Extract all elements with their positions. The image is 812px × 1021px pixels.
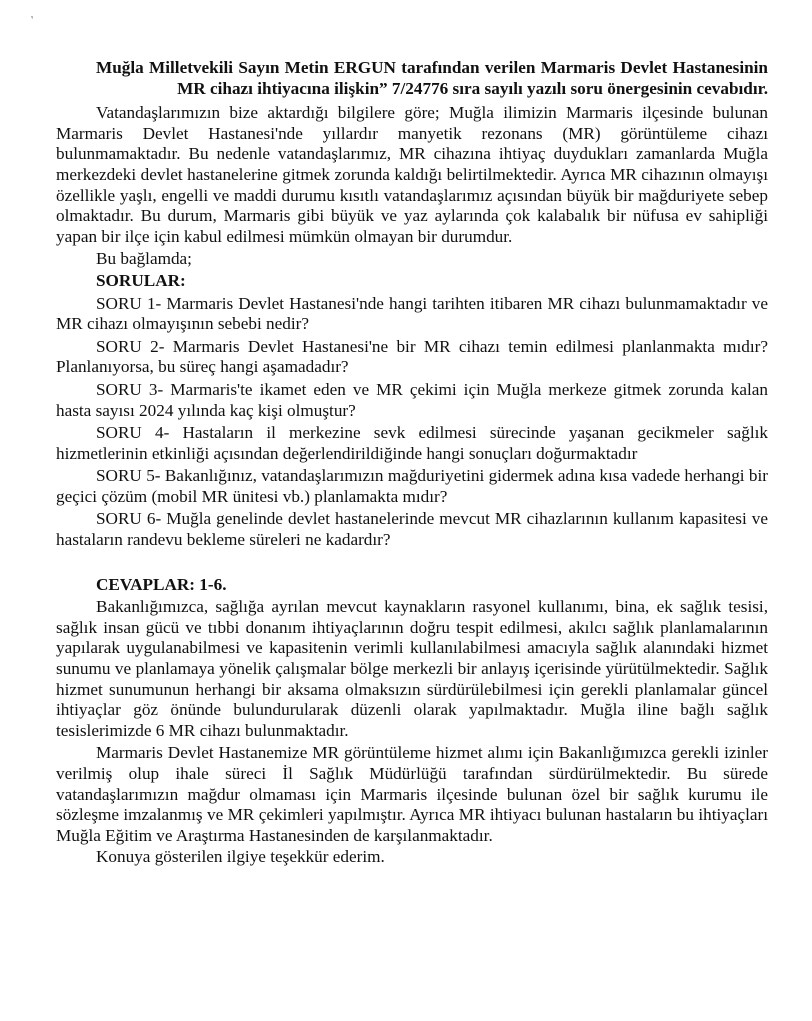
question-3: SORU 3- Marmaris'te ikamet eden ve MR çekimi için Muğla merkeze gitmek zorunda kalan hasta sayısı 2024 yılında kaç kişi olmuştur? xyxy=(56,379,768,420)
document-header: Muğla Milletvekili Sayın Metin ERGUN tarafından verilen Marmaris Devlet Hastanesinin MR cihazı ihtiyacına ilişkin” 7/24776 sıra sayılı yazılı soru önergesinin cevabıdır. xyxy=(96,58,768,98)
questions-heading: SORULAR: xyxy=(96,270,186,290)
closing-text: Konuya gösterilen ilgiye teşekkür ederim. xyxy=(96,847,385,867)
document-body xyxy=(56,58,768,868)
answers-heading: CEVAPLAR: 1-6. xyxy=(96,574,227,594)
question-1: SORU 1- Marmaris Devlet Hastanesi'nde hangi tarihten itibaren MR cihazı bulunmamaktadır ve MR cihazı olmayışının sebebi nedir? xyxy=(56,293,768,334)
answer-paragraph-2: Marmaris Devlet Hastanemize MR görüntüleme hizmet alımı için Bakanlığımızca gerekli izinler verilmiş olup ihale süreci İl Sağlık Müdürlüğü tarafından sürdürülmektedir. Bu sürede vatandaşlarımızın mağdur olmaması için Marmaris ilçesinde bulunan özel bir sağlık kurumu ile sözleşme imzalanmış ve MR çekimleri yapılmıştır. Ayrıca MR ihtiyacı bulunan hastaların bu ihtiyaçları Muğla Eğitim ve Araştırma Hastanesinden de karşılanmaktadır. xyxy=(56,743,768,845)
intro-paragraph: Vatandaşlarımızın bize aktardığı bilgilere göre; Muğla ilimizin Marmaris ilçesinde bulunan Marmaris Devlet Hastanesi'nde yıllardır manyetik rezonans (MR) görüntüleme cihazı bulunmamaktadır. Bu nedenle vatandaşlarımız, MR cihazına ihtiyaç duydukları zamanlarda Muğla merkezdeki devlet hastanelerine gitmek zorunda kaldığı belirtilmektedir. Ayrıca MR cihazının olmayışı özellikle yaşlı, engelli ve maddi durumu kısıtlı vatandaşlarımız açısından büyük bir mağduriyete sebep olmaktadır. Bu durum, Marmaris gibi büyük ve yaz aylarında çok kalabalık bir nüfusa ev sahipliği yapan bir ilçe için kabul edilmesi mümkün olmayan bir durumdur. xyxy=(56,103,768,246)
scan-mark: ʹ xyxy=(30,13,37,27)
question-4: SORU 4- Hastaların il merkezine sevk edilmesi sürecinde yaşanan gecikmeler sağlık hizmetlerinin etkinliği açısından değerlendirildiğinde hangi sonuçları doğurmaktadır xyxy=(56,423,768,463)
answer-paragraph-1: Bakanlığımızca, sağlığa ayrılan mevcut kaynakların rasyonel kullanımı, bina, ek sağlık tesisi, sağlık insan gücü ve tıbbi donanım ihtiyaçlarının doğru tespit edilmesi, akılcı sağlık planlamalarının yapılarak uygulanabilmesi ve kapasitenin verimli kullanılabilmesi amacıyla sağlık alanındaki hizmet sunumu ve planlamaya yönelik çalışmalar bölge merkezli bir anlayış içerisinde yürütülmektedir. Sağlık hizmet sunumunun herhangi bir aksama olmaksızın sürdürülebilmesi için gerekli planlamalar güncel ihtiyaçlar göz önünde bulundurularak düzenli olarak yapılmaktadır. Muğla iline bağlı sağlık tesislerimizde 6 MR cihazı bulunmaktadır. xyxy=(56,597,768,740)
question-5: SORU 5- Bakanlığınız, vatandaşlarımızın mağduriyetini gidermek adına kısa vadede herhangi bir geçici çözüm (mobil MR ünitesi vb.) planlamakta mıdır? xyxy=(56,466,768,506)
question-6: SORU 6- Muğla genelinde devlet hastanelerinde mevcut MR cihazlarının kullanım kapasitesi ve hastaların randevu bekleme süreleri ne kadardır? xyxy=(56,509,768,550)
transition-text: Bu bağlamda; xyxy=(96,249,192,269)
question-2: SORU 2- Marmaris Devlet Hastanesi'ne bir MR cihazı temin edilmesi planlanmakta mıdır? Planlanıyorsa, bu süreç hangi aşamadadır? xyxy=(56,336,768,377)
